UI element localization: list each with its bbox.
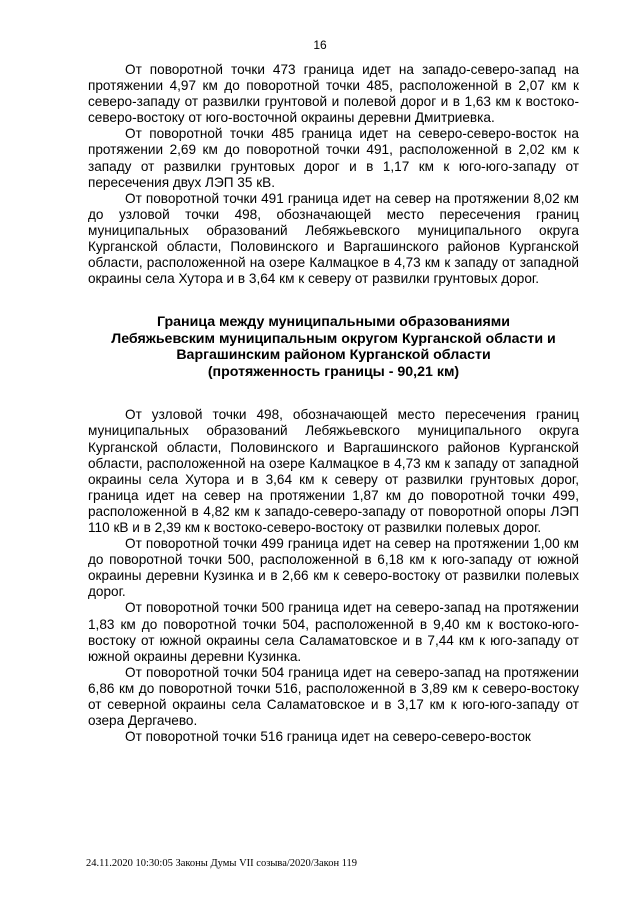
paragraph: От поворотной точки 473 граница идет на западо-северо-запад на протяжении 4,97 км до поворотной точки 485, расположенной в 2,07 км к северо-западу от развилки грунтовой и полевой дорог и в 1,63 км к востоко-северо-востоку от юго-восточной окраины деревни Дмитриевка.: [88, 62, 579, 126]
section-title-line: (протяженность границы - 90,21 км): [207, 363, 460, 380]
section-title: [88, 314, 579, 380]
document-body: [88, 62, 579, 745]
page-number: 16: [313, 38, 327, 52]
section-title-line: Варгашинским районом Курганской области: [176, 347, 491, 364]
section-title-line: Граница между муниципальными образованиями: [156, 314, 511, 331]
paragraph: От поворотной точки 485 граница идет на северо-северо-восток на протяжении 2,69 км до поворотной точки 491, расположенной в 2,02 км к западу от развилки грунтовых дорог и в 1,17 км к юго-юго-западу от пересечения двух ЛЭП 35 кВ.: [88, 126, 579, 190]
paragraph: От поворотной точки 516 граница идет на северо-северо-восток: [125, 729, 531, 745]
section-title-line: Лебяжьевским муниципальным округом Курганской области и: [111, 330, 556, 347]
paragraph: От поворотной точки 499 граница идет на север на протяжении 1,00 км до поворотной точки 500, расположенной в 6,18 км к юго-западу от южной окраины деревни Кузинка и в 2,66 км к северо-востоку от развилки полевых дорог.: [88, 536, 579, 600]
paragraph: От узловой точки 498, обозначающей место пересечения границ муниципальных образований Лебяжьевского муниципального округа Курганской области, Половинского и Варгашинского районов Курганской области, расположенной на озере Калмацкое в 4,73 км к западу от западной окраины села Хутора и в 3,64 км к северу от развилки грунтовых дорог, граница идет на север на протяжении 1,87 км до поворотной точки 499, расположенной в 4,82 км к западо-северо-западу от поворотной опоры ЛЭП 110 кВ и в 2,39 км к востоко-северо-востоку от развилки полевых дорог.: [88, 407, 579, 535]
paragraph: От поворотной точки 500 граница идет на северо-запад на протяжении 1,83 км до поворотной точки 504, расположенной в 9,40 км к востоко-юго-востоку от южной окраины села Саламатовское и в 7,44 км к юго-западу от южной окраины деревни Кузинка.: [88, 600, 579, 664]
paragraph: От поворотной точки 504 граница идет на северо-запад на протяжении 6,86 км до поворотной точки 516, расположенной в 3,89 км к северо-востоку от северной окраины села Саламатовское и в 3,17 км к юго-юго-западу от озера Дергачево.: [88, 664, 579, 729]
paragraph: От поворотной точки 491 граница идет на север на протяжении 8,02 км до узловой точки 498, обозначающей место пересечения границ муниципальных образований Лебяжьевского муниципального округа Курганской области, Половинского и Варгашинского районов Курганской области, расположенной на озере Калмацкое в 4,73 км к западу от западной окраины села Хутора и в 3,64 км к северу от развилки грунтовых дорог.: [88, 190, 579, 287]
footer-metadata: 24.11.2020 10:30:05 Законы Думы VII созыва/2020/Закон 119: [86, 858, 358, 869]
